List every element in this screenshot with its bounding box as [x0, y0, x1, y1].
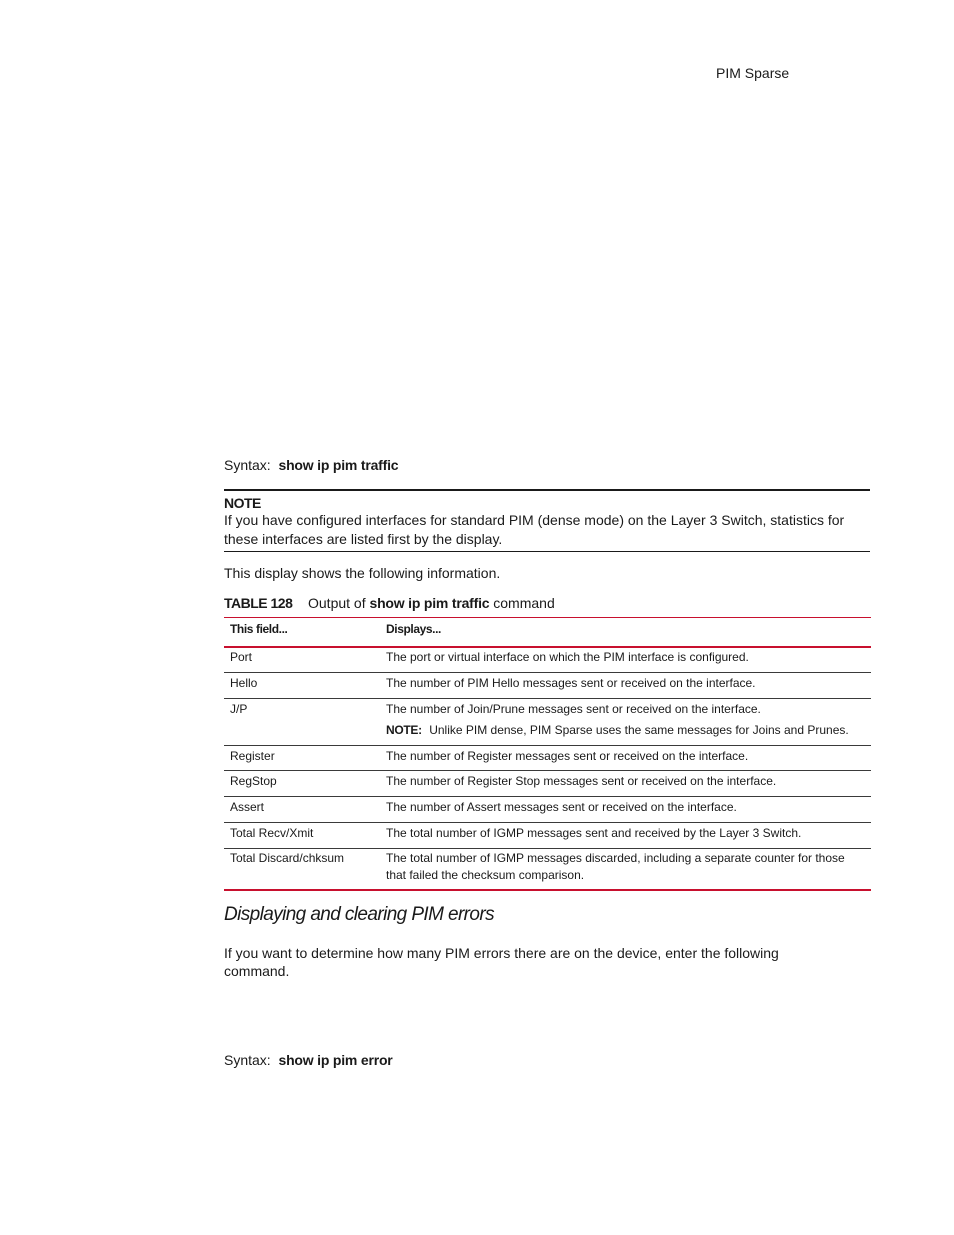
section-heading: Displaying and clearing PIM errors — [224, 904, 494, 925]
table-cell-desc: The number of Join/Prune messages sent or received on the interface. — [386, 702, 761, 716]
table-row-rule — [224, 672, 871, 673]
note-box — [224, 489, 870, 552]
table-cell-note — [386, 722, 868, 739]
syntax-label: Syntax: — [224, 1052, 271, 1068]
table-bottom-rule — [224, 889, 871, 891]
table-cell-desc: The number of Assert messages sent or received on the interface. — [386, 800, 737, 814]
table-header-displays: Displays... — [386, 622, 441, 636]
syntax-command: show ip pim error — [278, 1052, 393, 1068]
table-row-rule — [224, 698, 871, 699]
table-cell-field: Port — [230, 650, 253, 664]
table-header-rule — [224, 646, 871, 648]
table-cell-field: J/P — [230, 702, 248, 716]
table-row-rule — [224, 770, 871, 771]
table-cell-field: Hello — [230, 676, 258, 690]
syntax-label: Syntax: — [224, 457, 271, 473]
inline-note-label: NOTE: — [386, 723, 422, 737]
syntax-command: show ip pim traffic — [278, 457, 399, 473]
table-row-rule — [224, 745, 871, 746]
table-cell-field: Register — [230, 749, 275, 763]
note-text: If you have configured interfaces for standard PIM (dense mode) on the Layer 3 Switch, statistics for these interfaces are listed first by the display. — [224, 512, 845, 547]
table-cell-desc: The number of PIM Hello messages sent or received on the interface. — [386, 676, 756, 690]
running-header: PIM Sparse — [716, 65, 790, 81]
section-paragraph: If you want to determine how many PIM errors there are on the device, enter the following command. — [224, 945, 779, 979]
table-cell-desc: The port or virtual interface on which the PIM interface is configured. — [386, 650, 749, 664]
table-header-field: This field... — [230, 622, 288, 636]
note-title: NOTE — [224, 495, 261, 511]
table-cell-desc: The number of Register messages sent or received on the interface. — [386, 749, 749, 763]
table-caption — [224, 595, 555, 611]
table-cell-field: Assert — [230, 800, 265, 814]
table-cell-field: Total Recv/Xmit — [230, 826, 314, 840]
table-cell-desc: The total number of IGMP messages sent and received by the Layer 3 Switch. — [386, 826, 802, 840]
table-cell-field: Total Discard/chksum — [230, 851, 345, 865]
table-row-rule — [224, 796, 871, 797]
intro-paragraph: This display shows the following information. — [224, 565, 501, 581]
inline-note-text: Unlike PIM dense, PIM Sparse uses the same messages for Joins and Prunes. — [429, 723, 849, 737]
table-row-rule — [224, 848, 871, 849]
syntax-traffic — [224, 457, 398, 473]
caption-command: show ip pim traffic — [369, 595, 490, 611]
caption-prefix: Output of — [308, 595, 366, 611]
table-cell-field: RegStop — [230, 774, 277, 788]
table-top-rule — [224, 617, 871, 618]
syntax-error — [224, 1052, 393, 1068]
table-number: TABLE 128 — [224, 595, 293, 611]
table-cell-desc: The total number of IGMP messages discarded, including a separate counter for those that failed the checksum comparison. — [386, 851, 845, 882]
table-cell-desc: The number of Register Stop messages sent or received on the interface. — [386, 774, 777, 788]
table-row-rule — [224, 822, 871, 823]
caption-suffix: command — [493, 595, 555, 611]
